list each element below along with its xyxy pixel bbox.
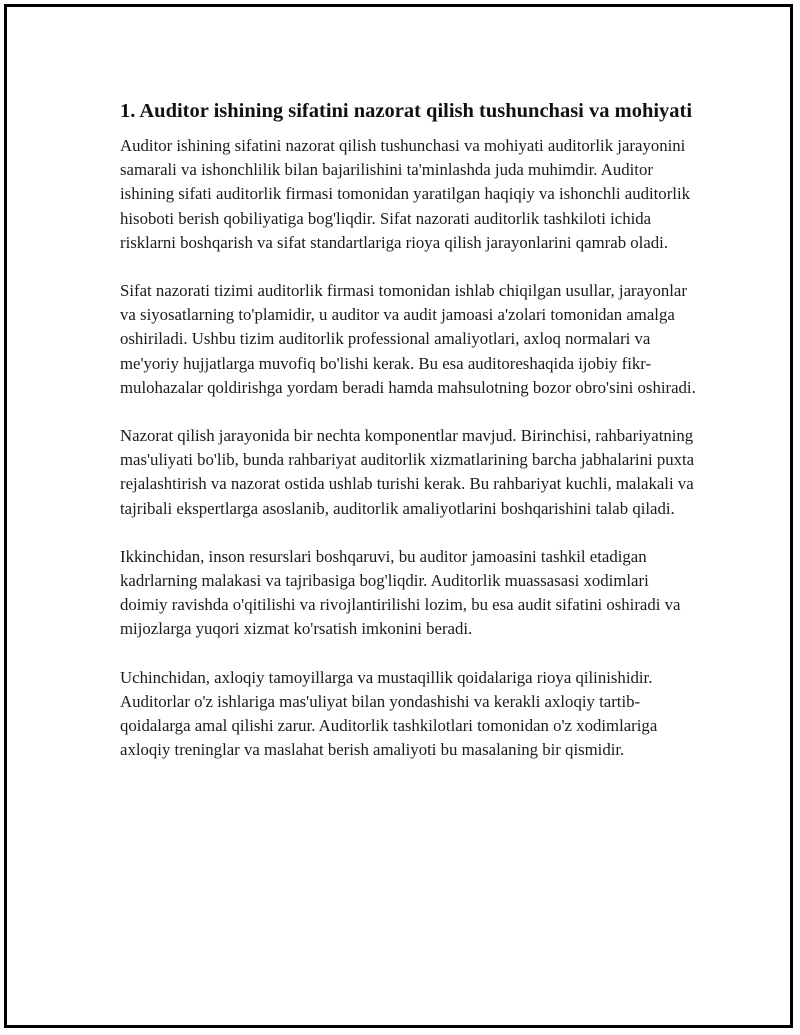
paragraph-5: Uchinchidan, axloqiy tamoyillarga va mustaqillik qoidalariga rioya qilinishidir. Auditorlar o'z ishlariga mas'uliyat bilan yondashishi va kerakli axloqiy tartib-qoidalarga amal qilishi zarur. Auditorlik tashkilotlari tomonidan o'z xodimlariga axloqiy treninglar va maslahat berish amaliyoti bu masalaning bir qismidir. <box>120 667 658 760</box>
paragraph-4: Ikkinchidan, inson resurslari boshqaruvi, bu auditor jamoasini tashkil etadigan kadrlarning malakasi va tajribasiga bog'liqdir. Auditorlik muassasasi xodimlari doimiy ravishda o'qitilishi va rivojlantirilishi lozim, bu esa audit sifatini oshiradi va mijozlarga yuqori xizmat ko'rsatish imkonini beradi. <box>120 546 681 639</box>
page-frame <box>4 4 793 1028</box>
section-heading: 1. Auditor ishining sifatini nazorat qilish tushunchasi va mohiyati <box>120 100 693 122</box>
paragraph-2: Sifat nazorati tizimi auditorlik firmasi tomonidan ishlab chiqilgan usullar, jarayonlar va siyosatlarning to'plamidir, u auditor va audit jamoasi a'zolari tomonidan amalga oshiriladi. Ushbu tizim auditorlik professional amaliyotlari, axloq normalari va me'yoriy hujjatlarga muvofiq bo'lishi kerak. Bu esa auditoreshaqida ijobiy fikr-mulohazalar qoldirishga yordam beradi hamda mahsulotning bozor obro'sini oshiradi. <box>120 281 696 397</box>
paragraph-1: Auditor ishining sifatini nazorat qilish tushunchasi va mohiyati auditorlik jarayonini samarali va ishonchlilik bilan bajarilishini ta'minlashda juda muhimdir. Auditor ishining sifati auditorlik firmasi tomonidan yaratilgan haqiqiy va ishonchli auditorlik hisoboti berish qobiliyatiga bog'liqdir. Sifat nazorati auditorlik tashkiloti ichida risklarni boshqarish va sifat standartlariga rioya qilish jarayonlarini qamrab oladi. <box>120 136 690 252</box>
paragraph-3: Nazorat qilish jarayonida bir nechta komponentlar mavjud. Birinchisi, rahbariyatning mas'uliyati bo'lib, bunda rahbariyat auditorlik xizmatlarining barcha jabhalarini puxta rejalashtirish va nazorat ostida ushlab turishi kerak. Bu rahbariyat kuchli, malakali va tajribali ekspertlarga asoslanib, auditorlik amaliyotlarini boshqarishini talab qiladi. <box>120 426 695 518</box>
document-body <box>120 99 700 786</box>
